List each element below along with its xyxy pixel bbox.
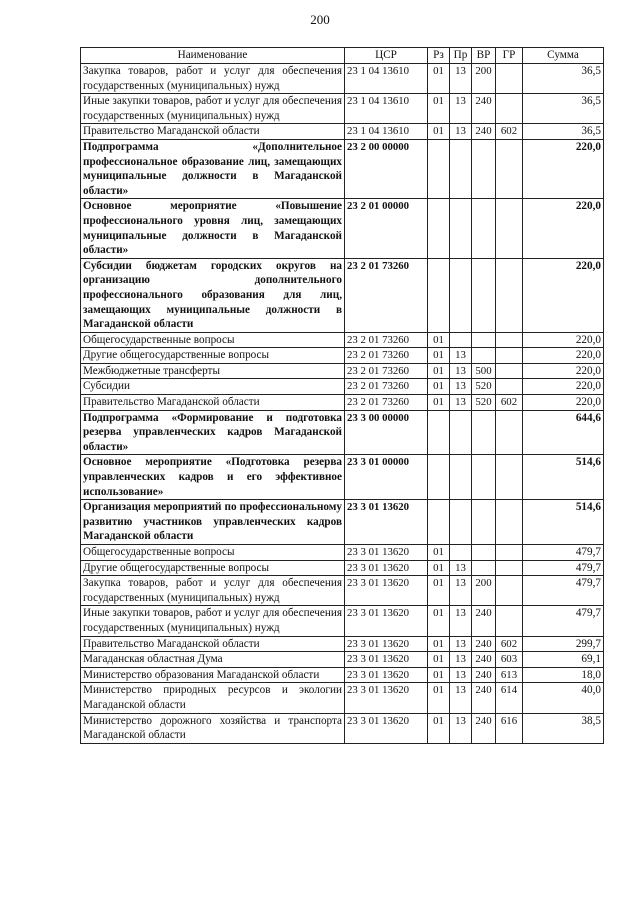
row-csr: 23 1 04 13610 (345, 94, 428, 124)
row-pr: 13 (450, 683, 472, 713)
row-pr: 13 (450, 713, 472, 743)
row-sum: 514,6 (523, 500, 604, 545)
row-vr: 240 (472, 667, 496, 683)
row-pr: 13 (450, 94, 472, 124)
row-pr: 13 (450, 576, 472, 606)
row-vr: 240 (472, 606, 496, 636)
row-gr (496, 332, 523, 348)
row-vr (472, 500, 496, 545)
row-csr: 23 2 01 73260 (345, 379, 428, 395)
row-vr (472, 560, 496, 576)
row-rz: 01 (428, 332, 450, 348)
row-vr (472, 455, 496, 500)
row-name: Правительство Магаданской области (81, 124, 345, 140)
table-row (81, 410, 604, 455)
row-sum: 220,0 (523, 139, 604, 198)
row-sum: 36,5 (523, 64, 604, 94)
table-row (81, 258, 604, 332)
row-vr: 240 (472, 94, 496, 124)
row-gr (496, 606, 523, 636)
row-csr: 23 3 01 13620 (345, 713, 428, 743)
table-body (81, 64, 604, 744)
row-rz: 01 (428, 683, 450, 713)
table-row (81, 500, 604, 545)
row-rz: 01 (428, 379, 450, 395)
row-pr (450, 199, 472, 258)
row-csr: 23 1 04 13610 (345, 64, 428, 94)
row-rz (428, 500, 450, 545)
row-sum: 514,6 (523, 455, 604, 500)
row-vr: 200 (472, 64, 496, 94)
table-row (81, 560, 604, 576)
row-csr: 23 3 01 13620 (345, 652, 428, 668)
row-gr (496, 199, 523, 258)
table-row (81, 636, 604, 652)
row-sum: 220,0 (523, 348, 604, 364)
row-name: Другие общегосударственные вопросы (81, 560, 345, 576)
row-name: Иные закупки товаров, работ и услуг для обеспечения государственных (муниципальных) нужд (81, 606, 345, 636)
row-name: Основное мероприятие «Повышение профессионального уровня лиц, замещающих муниципальные должности в Магаданской области» (81, 199, 345, 258)
row-gr: 613 (496, 667, 523, 683)
row-sum: 479,7 (523, 606, 604, 636)
row-name: Правительство Магаданской области (81, 395, 345, 411)
row-pr (450, 410, 472, 455)
row-csr: 23 3 01 13620 (345, 500, 428, 545)
row-csr: 23 3 01 13620 (345, 560, 428, 576)
row-sum: 479,7 (523, 560, 604, 576)
row-pr: 13 (450, 636, 472, 652)
header-pr: Пр (450, 48, 472, 64)
row-sum: 479,7 (523, 576, 604, 606)
row-vr (472, 545, 496, 561)
table-row (81, 576, 604, 606)
row-csr: 23 2 01 73260 (345, 332, 428, 348)
table-row (81, 545, 604, 561)
row-name: Министерство образования Магаданской области (81, 667, 345, 683)
table-header-row (81, 48, 604, 64)
row-sum: 38,5 (523, 713, 604, 743)
row-rz: 01 (428, 545, 450, 561)
row-csr: 23 3 01 13620 (345, 636, 428, 652)
row-rz: 01 (428, 713, 450, 743)
row-csr: 23 3 01 13620 (345, 576, 428, 606)
row-sum: 69,1 (523, 652, 604, 668)
table-row (81, 379, 604, 395)
row-name: Министерство дорожного хозяйства и транспорта Магаданской области (81, 713, 345, 743)
row-name: Общегосударственные вопросы (81, 545, 345, 561)
row-vr: 240 (472, 683, 496, 713)
row-rz: 01 (428, 64, 450, 94)
table-row (81, 652, 604, 668)
table-row (81, 395, 604, 411)
row-csr: 23 2 01 73260 (345, 258, 428, 332)
row-gr (496, 64, 523, 94)
row-gr (496, 258, 523, 332)
table-row (81, 667, 604, 683)
row-csr: 23 3 01 13620 (345, 606, 428, 636)
row-rz (428, 455, 450, 500)
row-name: Правительство Магаданской области (81, 636, 345, 652)
row-rz: 01 (428, 667, 450, 683)
row-csr: 23 3 01 00000 (345, 455, 428, 500)
row-name: Другие общегосударственные вопросы (81, 348, 345, 364)
row-csr: 23 3 01 13620 (345, 683, 428, 713)
row-gr: 614 (496, 683, 523, 713)
row-rz (428, 199, 450, 258)
row-pr: 13 (450, 64, 472, 94)
row-sum: 220,0 (523, 379, 604, 395)
row-vr (472, 348, 496, 364)
table-row (81, 199, 604, 258)
table-row (81, 348, 604, 364)
row-vr: 500 (472, 363, 496, 379)
row-gr: 616 (496, 713, 523, 743)
budget-table (80, 47, 604, 744)
row-rz (428, 258, 450, 332)
table-row (81, 606, 604, 636)
row-name: Магаданская областная Дума (81, 652, 345, 668)
row-sum: 220,0 (523, 363, 604, 379)
row-gr (496, 560, 523, 576)
row-sum: 36,5 (523, 124, 604, 140)
table-row (81, 683, 604, 713)
header-rz: Рз (428, 48, 450, 64)
row-rz: 01 (428, 94, 450, 124)
row-gr (496, 455, 523, 500)
row-vr: 240 (472, 713, 496, 743)
row-gr (496, 348, 523, 364)
row-sum: 220,0 (523, 395, 604, 411)
row-gr (496, 410, 523, 455)
row-csr: 23 3 01 13620 (345, 667, 428, 683)
header-sum: Сумма (523, 48, 604, 64)
row-pr: 13 (450, 124, 472, 140)
row-name: Межбюджетные трансферты (81, 363, 345, 379)
row-pr: 13 (450, 606, 472, 636)
row-csr: 23 1 04 13610 (345, 124, 428, 140)
row-vr: 240 (472, 124, 496, 140)
row-rz: 01 (428, 652, 450, 668)
row-gr: 603 (496, 652, 523, 668)
row-pr (450, 332, 472, 348)
row-pr: 13 (450, 652, 472, 668)
row-csr: 23 2 01 73260 (345, 395, 428, 411)
row-pr (450, 258, 472, 332)
table-row (81, 363, 604, 379)
row-name: Субсидии (81, 379, 345, 395)
row-csr: 23 2 01 00000 (345, 199, 428, 258)
row-rz (428, 410, 450, 455)
row-pr (450, 455, 472, 500)
row-pr: 13 (450, 395, 472, 411)
row-pr: 13 (450, 667, 472, 683)
row-sum: 220,0 (523, 199, 604, 258)
row-sum: 479,7 (523, 545, 604, 561)
row-vr: 240 (472, 652, 496, 668)
table-row (81, 139, 604, 198)
row-vr (472, 199, 496, 258)
row-csr: 23 2 01 73260 (345, 348, 428, 364)
row-vr (472, 410, 496, 455)
row-pr (450, 545, 472, 561)
row-csr: 23 2 01 73260 (345, 363, 428, 379)
row-csr: 23 2 00 00000 (345, 139, 428, 198)
row-sum: 220,0 (523, 258, 604, 332)
row-csr: 23 3 01 13620 (345, 545, 428, 561)
row-gr (496, 545, 523, 561)
table-row (81, 124, 604, 140)
row-name: Министерство природных ресурсов и экологии Магаданской области (81, 683, 345, 713)
row-name: Подпрограмма «Дополнительное профессиональное образование лиц, замещающих муниципальные должности в Магаданской области» (81, 139, 345, 198)
row-rz: 01 (428, 576, 450, 606)
header-csr: ЦСР (345, 48, 428, 64)
row-name: Подпрограмма «Формирование и подготовка резерва управленческих кадров Магаданской области» (81, 410, 345, 455)
table-row (81, 713, 604, 743)
row-pr: 13 (450, 363, 472, 379)
row-pr: 13 (450, 379, 472, 395)
header-gr: ГР (496, 48, 523, 64)
row-gr: 602 (496, 395, 523, 411)
row-name: Организация мероприятий по профессиональному развитию участников управленческих кадров Магаданской области (81, 500, 345, 545)
row-pr (450, 139, 472, 198)
row-rz: 01 (428, 395, 450, 411)
table-row (81, 455, 604, 500)
row-vr (472, 258, 496, 332)
row-name: Закупка товаров, работ и услуг для обеспечения государственных (муниципальных) нужд (81, 576, 345, 606)
page-number: 200 (310, 12, 330, 27)
row-vr: 200 (472, 576, 496, 606)
table-row (81, 332, 604, 348)
row-sum: 644,6 (523, 410, 604, 455)
row-pr: 13 (450, 348, 472, 364)
row-gr: 602 (496, 636, 523, 652)
row-sum: 36,5 (523, 94, 604, 124)
row-rz (428, 139, 450, 198)
table-row (81, 64, 604, 94)
row-rz: 01 (428, 560, 450, 576)
row-gr (496, 363, 523, 379)
row-vr: 240 (472, 636, 496, 652)
row-name: Общегосударственные вопросы (81, 332, 345, 348)
row-sum: 220,0 (523, 332, 604, 348)
row-gr (496, 379, 523, 395)
row-name: Иные закупки товаров, работ и услуг для обеспечения государственных (муниципальных) нужд (81, 94, 345, 124)
row-name: Основное мероприятие «Подготовка резерва управленческих кадров и его эффективное использование» (81, 455, 345, 500)
row-rz: 01 (428, 363, 450, 379)
row-vr (472, 332, 496, 348)
row-sum: 18,0 (523, 667, 604, 683)
row-vr (472, 139, 496, 198)
header-name: Наименование (81, 48, 345, 64)
row-sum: 40,0 (523, 683, 604, 713)
row-gr (496, 576, 523, 606)
row-vr: 520 (472, 379, 496, 395)
row-gr: 602 (496, 124, 523, 140)
row-gr (496, 500, 523, 545)
row-pr: 13 (450, 560, 472, 576)
header-vr: ВР (472, 48, 496, 64)
row-sum: 299,7 (523, 636, 604, 652)
row-csr: 23 3 00 00000 (345, 410, 428, 455)
row-vr: 520 (472, 395, 496, 411)
row-rz: 01 (428, 124, 450, 140)
row-pr (450, 500, 472, 545)
row-name: Субсидии бюджетам городских округов на организацию дополнительного профессионального образования для лиц, замещающих муниципальные должности в Магаданской области (81, 258, 345, 332)
row-name: Закупка товаров, работ и услуг для обеспечения государственных (муниципальных) нужд (81, 64, 345, 94)
row-gr (496, 94, 523, 124)
row-rz: 01 (428, 348, 450, 364)
table-row (81, 94, 604, 124)
row-rz: 01 (428, 636, 450, 652)
row-rz: 01 (428, 606, 450, 636)
row-gr (496, 139, 523, 198)
